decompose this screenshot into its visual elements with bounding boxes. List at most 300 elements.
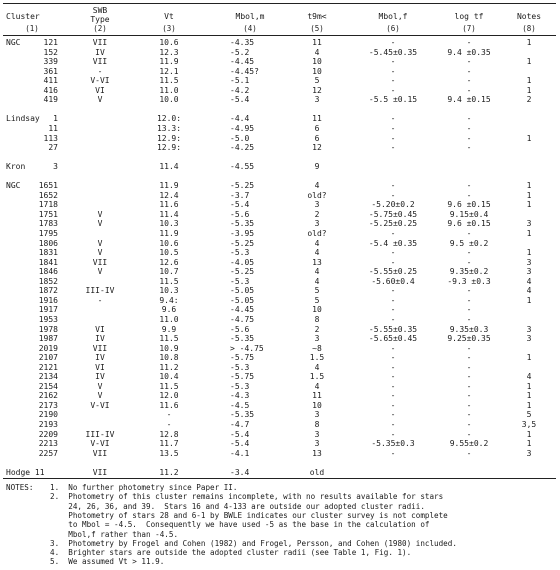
mbol-m-value: -5.2 xyxy=(230,47,250,57)
mbol-m-value: -5.3 xyxy=(230,276,250,286)
t9-value: 4 xyxy=(314,362,320,372)
log-tf-value: - xyxy=(466,76,472,86)
swb-type: VII xyxy=(92,448,108,458)
mbol-f-value: -5.45±0.35 xyxy=(368,47,418,57)
mbol-f-value: - xyxy=(390,381,396,391)
notes-ref: 1 xyxy=(526,133,532,143)
mbol-m-value: -5.05 xyxy=(230,295,255,305)
notes-label: NOTES: xyxy=(6,483,34,492)
log-tf-value: -9.3 ±0.3 xyxy=(447,276,491,286)
t9-value: 3 xyxy=(314,200,320,210)
mbol-m-value: -5.75 xyxy=(230,372,255,382)
mbol-m-value: -5.25 xyxy=(230,181,255,191)
cluster-name: NGC xyxy=(6,181,21,191)
mbol-m-value: -4.5 xyxy=(230,400,250,410)
mbol-m-value: -3.4 xyxy=(230,467,250,477)
cluster-number: 1978 xyxy=(38,324,58,334)
mbol-m-value: -3.7 xyxy=(230,190,250,200)
vt-value: 10.7 xyxy=(159,267,179,277)
log-tf-value: - xyxy=(466,372,472,382)
vt-value: 10.9 xyxy=(159,343,179,353)
mbol-f-value: -5.75±0.45 xyxy=(368,209,418,219)
mbol-m-value: -5.4 xyxy=(230,95,250,105)
log-tf-value: 9.25±0.35 xyxy=(447,334,491,344)
log-tf-value: 9.55±0.2 xyxy=(449,439,489,449)
vt-value: 9.6 xyxy=(161,305,177,315)
mbol-m-value: -5.3 xyxy=(230,381,250,391)
swb-type: V xyxy=(97,391,103,401)
swb-type: V xyxy=(97,381,103,391)
log-tf-value: 9.4 ±0.35 xyxy=(447,47,491,57)
swb-type: V xyxy=(97,95,103,105)
t9-value: 3 xyxy=(314,334,320,344)
mbol-f-value: - xyxy=(390,66,396,76)
notes-ref: 3 xyxy=(526,448,532,458)
cluster-number: 1806 xyxy=(38,238,58,248)
mbol-f-value: - xyxy=(390,391,396,401)
vt-value: 11.5 xyxy=(159,334,179,344)
mbol-f-value: - xyxy=(390,229,396,238)
notes-ref: 3 xyxy=(526,334,532,344)
log-tf-value: - xyxy=(466,381,472,391)
cluster-number: 1751 xyxy=(38,209,58,219)
t9-value: 10 xyxy=(312,57,322,67)
column-number: (8) xyxy=(522,24,536,33)
cluster-number: 1783 xyxy=(38,219,58,229)
vt-value: 11.2 xyxy=(159,362,179,372)
mbol-f-value: - xyxy=(390,143,396,153)
cluster-number: 1795 xyxy=(38,229,58,238)
notes-ref: 3,5 xyxy=(521,420,537,429)
column-header: Mbol,m xyxy=(235,12,265,21)
cluster-number: 1953 xyxy=(38,314,58,324)
cluster-name: Hodge 11 xyxy=(6,467,45,477)
notes-ref: 1 xyxy=(526,57,532,67)
mbol-m-value: -4.3 xyxy=(230,391,250,401)
cluster-number: 1916 xyxy=(38,295,58,305)
mbol-f-value: - xyxy=(390,343,396,353)
mbol-f-value: - xyxy=(390,410,396,420)
swb-type: III-IV xyxy=(85,429,115,439)
column-number: (2) xyxy=(93,24,107,33)
vt-value: 12.8 xyxy=(159,429,179,439)
cluster-number: 1987 xyxy=(38,334,58,344)
cluster-number: 1652 xyxy=(38,190,58,200)
t9-value: 9 xyxy=(314,162,320,172)
log-tf-value: - xyxy=(466,400,472,410)
t9-value: 4 xyxy=(314,238,320,248)
notes-ref: 4 xyxy=(526,372,532,382)
mbol-m-value: -5.0 xyxy=(230,133,250,143)
mbol-m-value: -4.55 xyxy=(230,162,255,172)
mbol-f-value: - xyxy=(390,295,396,305)
t9-value: 12 xyxy=(312,143,322,153)
note-line: 3. Photometry by Frogel and Cohen (1982) and Frogel, Persson, and Cohen (1980) included. xyxy=(50,538,457,548)
note-line: Mbol,f rather than -4.5. xyxy=(50,529,179,539)
t9-value: 4 xyxy=(314,267,320,277)
vt-value: 10.0 xyxy=(159,95,179,105)
mbol-f-value: - xyxy=(390,133,396,143)
note-line: Photometry of stars 28 and 6-1 by BWLE indicates our cluster survey is not complete xyxy=(50,510,448,520)
mbol-f-value: - xyxy=(390,38,396,47)
swb-type: V-VI xyxy=(90,400,110,410)
log-tf-value: - xyxy=(466,343,472,353)
cluster-number: 1917 xyxy=(38,305,58,315)
vt-value: 11.2 xyxy=(159,467,179,477)
cluster-number: 1651 xyxy=(38,181,58,191)
mbol-m-value: -4.45? xyxy=(230,66,259,76)
notes-ref: 4 xyxy=(526,276,532,286)
column-number: (5) xyxy=(310,24,324,33)
vt-value: 12.0 xyxy=(159,391,179,401)
notes-ref: 3 xyxy=(526,324,532,334)
swb-type: V-VI xyxy=(90,439,110,449)
cluster-number: 2193 xyxy=(38,420,58,429)
mbol-m-value: -5.1 xyxy=(230,76,250,86)
vt-value: 10.3 xyxy=(159,286,179,296)
log-tf-value: - xyxy=(466,286,472,296)
vt-value: 13.3: xyxy=(156,123,182,133)
swb-type: IV xyxy=(95,47,105,57)
swb-type: VII xyxy=(92,257,108,267)
log-tf-value: - xyxy=(466,362,472,372)
cluster-number: 3 xyxy=(53,162,58,172)
vt-value: 12.4 xyxy=(159,190,179,200)
notes-ref: 3 xyxy=(526,267,532,277)
note-line: 4. Brighter stars are outside the adopted cluster radii (see Table 1, Fig. 1). xyxy=(50,548,412,558)
t9-value: 8 xyxy=(314,420,320,429)
t9-value: 13 xyxy=(312,448,322,458)
mbol-f-value: - xyxy=(390,190,396,200)
mbol-f-value: - xyxy=(390,286,396,296)
mbol-f-value: - xyxy=(390,76,396,86)
vt-value: 11.6 xyxy=(159,200,179,210)
cluster-number: 121 xyxy=(43,38,58,47)
t9-value: old? xyxy=(307,190,327,200)
vt-value: 11.4 xyxy=(159,162,179,172)
cluster-number: 2154 xyxy=(38,381,58,391)
mbol-m-value: -5.35 xyxy=(230,219,255,229)
notes-ref: 1 xyxy=(526,229,532,238)
mbol-f-value: -5.25±0.25 xyxy=(368,219,418,229)
cluster-number: 1718 xyxy=(38,200,58,210)
vt-value: 11.5 xyxy=(159,76,179,86)
mbol-f-value: - xyxy=(390,123,396,133)
log-tf-value: - xyxy=(466,66,472,76)
swb-type: VII xyxy=(92,57,108,67)
notes-ref: 1 xyxy=(526,429,532,439)
mbol-m-value: -5.4 xyxy=(230,439,250,449)
swb-type: V-VI xyxy=(90,76,110,86)
cluster-number: 113 xyxy=(43,133,58,143)
log-tf-value: 9.35±0.3 xyxy=(449,324,489,334)
t9-value: 5 xyxy=(314,286,320,296)
vt-value: 11.9 xyxy=(159,57,179,67)
cluster-number: 2190 xyxy=(38,410,58,420)
notes-ref: 3 xyxy=(526,257,532,267)
t9-value: 13 xyxy=(312,257,322,267)
mbol-m-value: -5.4 xyxy=(230,429,250,439)
swb-type: IV xyxy=(95,334,105,344)
column-number: (3) xyxy=(162,24,176,33)
cluster-number: 2173 xyxy=(38,400,58,410)
swb-type: IV xyxy=(95,372,105,382)
mbol-m-value: -4.45 xyxy=(230,305,255,315)
log-tf-value: - xyxy=(466,257,472,267)
swb-type: VII xyxy=(92,467,108,477)
header-rule xyxy=(3,35,556,36)
t9-value: 3 xyxy=(314,410,320,420)
mbol-f-value: - xyxy=(390,314,396,324)
mbol-f-value: - xyxy=(390,420,396,429)
notes-ref: 1 xyxy=(526,381,532,391)
swb-type: V xyxy=(97,267,103,277)
vt-value: 11.6 xyxy=(159,400,179,410)
mbol-m-value: -5.6 xyxy=(230,209,250,219)
cluster-name: Kron xyxy=(6,162,26,172)
log-tf-value: - xyxy=(466,391,472,401)
log-tf-value: 9.6 ±0.15 xyxy=(447,219,491,229)
notes-ref: 1 xyxy=(526,190,532,200)
cluster-number: 2257 xyxy=(38,448,58,458)
cluster-number: 1 xyxy=(53,114,58,124)
t9-value: 2 xyxy=(314,324,320,334)
t9-value: 6 xyxy=(314,123,320,133)
mbol-m-value: -5.35 xyxy=(230,334,255,344)
t9-value: 4 xyxy=(314,47,320,57)
mbol-m-value: -5.4 xyxy=(230,200,250,210)
swb-type: VII xyxy=(92,343,108,353)
cluster-number: 2162 xyxy=(38,391,58,401)
t9-value: old xyxy=(309,467,325,477)
vt-value: 12.6 xyxy=(159,257,179,267)
vt-value: - xyxy=(166,420,172,429)
swb-type: VII xyxy=(92,38,108,47)
notes-ref: 1 xyxy=(526,295,532,305)
vt-value: 11.0 xyxy=(159,85,179,95)
log-tf-value: - xyxy=(466,429,472,439)
t9-value: 11 xyxy=(312,391,322,401)
vt-value: 12.9: xyxy=(156,133,182,143)
log-tf-value: 9.5 ±0.2 xyxy=(449,238,489,248)
t9-value: 3 xyxy=(314,439,320,449)
mbol-m-value: -3.95 xyxy=(230,229,255,238)
t9-value: 4 xyxy=(314,248,320,258)
swb-type: - xyxy=(97,66,103,76)
notes-ref: 1 xyxy=(526,248,532,258)
vt-value: 13.5 xyxy=(159,448,179,458)
t9-value: ~8 xyxy=(312,343,322,353)
notes-ref: 3 xyxy=(526,219,532,229)
mbol-m-value: -5.05 xyxy=(230,286,255,296)
t9-value: 3 xyxy=(314,429,320,439)
vt-value: 10.5 xyxy=(159,248,179,258)
mbol-f-value: - xyxy=(390,362,396,372)
cluster-number: 1852 xyxy=(38,276,58,286)
mbol-f-value: - xyxy=(390,114,396,124)
vt-value: 11.5 xyxy=(159,381,179,391)
mbol-m-value: -5.3 xyxy=(230,362,250,372)
mbol-f-value: - xyxy=(390,181,396,191)
t9-value: 1.5 xyxy=(309,372,325,382)
notes-ref: 1 xyxy=(526,76,532,86)
t9-value: 5 xyxy=(314,295,320,305)
t9-value: 3 xyxy=(314,219,320,229)
cluster-number: 2209 xyxy=(38,429,58,439)
log-tf-value: - xyxy=(466,143,472,153)
notes-ref: 1 xyxy=(526,353,532,363)
log-tf-value: - xyxy=(466,57,472,67)
column-header: SWB Type xyxy=(90,6,110,24)
mbol-f-value: -5.55±0.25 xyxy=(368,267,418,277)
swb-type: IV xyxy=(95,353,105,363)
swb-type: VI xyxy=(95,324,105,334)
log-tf-value: - xyxy=(466,410,472,420)
mbol-f-value: - xyxy=(390,353,396,363)
notes-ref: 1 xyxy=(526,400,532,410)
vt-value: 10.8 xyxy=(159,353,179,363)
swb-type: V xyxy=(97,238,103,248)
vt-value: 12.0: xyxy=(156,114,182,124)
cluster-number: 2213 xyxy=(38,439,58,449)
notes-ref: 1 xyxy=(526,391,532,401)
cluster-number: 27 xyxy=(48,143,58,153)
swb-type: V xyxy=(97,209,103,219)
cluster-name: NGC xyxy=(6,38,21,47)
cluster-number: 2134 xyxy=(38,372,58,382)
swb-type: III-IV xyxy=(85,286,115,296)
mbol-m-value: -4.2 xyxy=(230,85,250,95)
mbol-f-value: - xyxy=(390,448,396,458)
cluster-number: 361 xyxy=(43,66,58,76)
mbol-m-value: -5.25 xyxy=(230,238,255,248)
mbol-m-value: -5.6 xyxy=(230,324,250,334)
mbol-m-value: -4.75 xyxy=(230,314,255,324)
mbol-m-value: -4.05 xyxy=(230,257,255,267)
vt-value: 10.6 xyxy=(159,238,179,248)
log-tf-value: - xyxy=(466,420,472,429)
notes-ref: 1 xyxy=(526,200,532,210)
column-number: (7) xyxy=(462,24,476,33)
cluster-number: 2121 xyxy=(38,362,58,372)
t9-value: 4 xyxy=(314,181,320,191)
vt-value: 10.4 xyxy=(159,372,179,382)
cluster-number: 411 xyxy=(43,76,58,86)
vt-value: 11.0 xyxy=(159,314,179,324)
log-tf-value: - xyxy=(466,123,472,133)
swb-type: V xyxy=(97,219,103,229)
vt-value: 11.4 xyxy=(159,209,179,219)
cluster-number: 152 xyxy=(43,47,58,57)
notes-ref: 1 xyxy=(526,85,532,95)
bottom-rule xyxy=(3,478,556,479)
vt-value: 11.9 xyxy=(159,181,179,191)
mbol-f-value: - xyxy=(390,305,396,315)
mbol-m-value: -5.25 xyxy=(230,267,255,277)
column-header: Vt xyxy=(164,12,174,21)
mbol-f-value: -5.5 ±0.15 xyxy=(368,95,418,105)
vt-value: 11.9 xyxy=(159,229,179,238)
t9-value: 11 xyxy=(312,114,322,124)
cluster-number: 1841 xyxy=(38,257,58,267)
log-tf-value: - xyxy=(466,314,472,324)
swb-type: - xyxy=(97,295,103,305)
vt-value: 9.4: xyxy=(159,295,179,305)
column-header: Notes xyxy=(516,12,542,21)
mbol-m-value: -4.4 xyxy=(230,114,250,124)
t9-value: 10 xyxy=(312,305,322,315)
log-tf-value: - xyxy=(466,248,472,258)
cluster-number: 2019 xyxy=(38,343,58,353)
t9-value: 5 xyxy=(314,76,320,86)
t9-value: 10 xyxy=(312,400,322,410)
log-tf-value: - xyxy=(466,448,472,458)
mbol-m-value: -4.1 xyxy=(230,448,250,458)
vt-value: 12.9: xyxy=(156,143,182,153)
mbol-m-value: -4.7 xyxy=(230,420,250,429)
mbol-f-value: - xyxy=(390,85,396,95)
vt-value: 9.9 xyxy=(161,324,177,334)
swb-type: VI xyxy=(95,85,105,95)
log-tf-value: - xyxy=(466,229,472,238)
mbol-f-value: - xyxy=(390,429,396,439)
cluster-number: 416 xyxy=(43,85,58,95)
mbol-f-value: -5.35±0.3 xyxy=(371,439,415,449)
column-header: Cluster xyxy=(6,12,40,21)
vt-value: - xyxy=(166,410,172,420)
cluster-number: 11 xyxy=(48,123,58,133)
log-tf-value: - xyxy=(466,190,472,200)
log-tf-value: - xyxy=(466,181,472,191)
t9-value: 12 xyxy=(312,85,322,95)
column-header: log tf xyxy=(454,12,484,21)
mbol-f-value: - xyxy=(390,248,396,258)
mbol-f-value: -5.20±0.2 xyxy=(371,200,415,210)
log-tf-value: - xyxy=(466,38,472,47)
mbol-m-value: > -4.75 xyxy=(230,343,264,353)
t9-value: 6 xyxy=(314,133,320,143)
note-line: 1. No further photometry since Paper II. xyxy=(50,483,238,492)
log-tf-value: - xyxy=(466,133,472,143)
notes-ref: 4 xyxy=(526,286,532,296)
mbol-m-value: -5.75 xyxy=(230,353,255,363)
mbol-f-value: -5.4 ±0.35 xyxy=(368,238,418,248)
cluster-number: 339 xyxy=(43,57,58,67)
note-line: 5. We assumed Vt > 11.9. xyxy=(50,557,165,567)
swb-type: V xyxy=(97,248,103,258)
t9-value: 2 xyxy=(314,209,320,219)
notes-ref: 5 xyxy=(526,410,532,420)
mbol-f-value: - xyxy=(390,57,396,67)
column-header: t9m< xyxy=(307,12,327,21)
swb-type: VI xyxy=(95,362,105,372)
column-header: Mbol,f xyxy=(378,12,408,21)
t9-value: 4 xyxy=(314,276,320,286)
mbol-m-value: -4.95 xyxy=(230,123,255,133)
vt-value: 11.7 xyxy=(159,439,179,449)
vt-value: 11.5 xyxy=(159,276,179,286)
notes-ref: 1 xyxy=(526,439,532,449)
cluster-number: 2107 xyxy=(38,353,58,363)
log-tf-value: 9.15±0.4 xyxy=(449,209,489,219)
t9-value: 1.5 xyxy=(309,353,325,363)
vt-value: 10.3 xyxy=(159,219,179,229)
t9-value: 8 xyxy=(314,314,320,324)
t9-value: 10 xyxy=(312,66,322,76)
log-tf-value: - xyxy=(466,114,472,124)
mbol-m-value: -5.3 xyxy=(230,248,250,258)
notes-ref: 2 xyxy=(526,95,532,105)
